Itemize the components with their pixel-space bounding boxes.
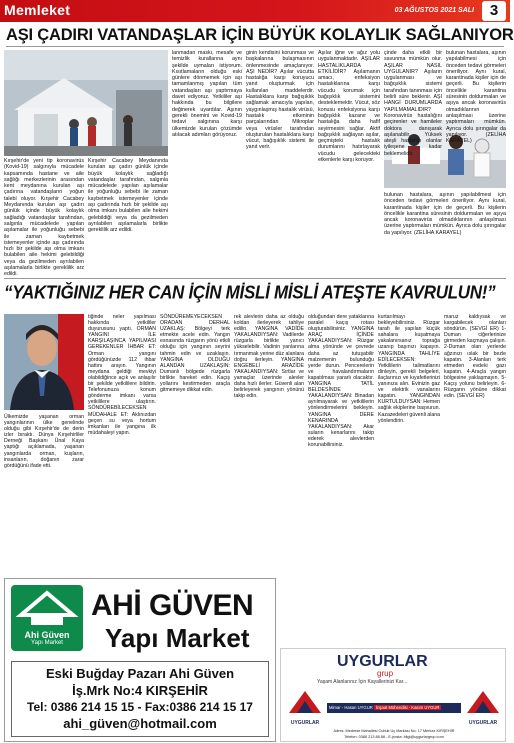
fire-col-4: olduğundan dere yataklarına paralel kaçış rotası oluşturabilirsiniz. YANGINA ARAÇ İÇİNDE YAKALANDIYSAN: Rüzgar alma yönünde ve çevrede daha az tutuşabilir malzemenin bulunduğu yerde durun. Pencerelerin ve havalandırmaların kapatılması yararlı olacaktır. YANGINA TATİL BELDESİNDE YAKALANDIYSAN: Binadan ayrılmayarak ve yetkililerin yönlendirmelerini bekleyin. YANGINA DERE KENARINDA YAKALANDIYSAN: Akar suların kenarlarını takip ederek alevlerden korunabilirsiniz. xyxy=(308,314,374,448)
ad2-phone-email: Telefon: 0386 213 88 88 - E-posta: bilgi@uygurlargrup.com xyxy=(344,735,444,739)
ad2-tagline: Yaşam Alanlarınız İçin Kayallerinizi Kar... xyxy=(317,679,408,685)
fire-col-3: rek alevlerin daha az olduğu koldan ilerleyerek tahliye edilin. YANGINA VADİDE YAKALANDIYSAN: Vadilerde rüzgarla birlikte yanıcı yükselebilir. Vadinin yanlarına tırmanmak yerine düz alanlara doğru ilerleyin. YANGINA ENGEBELİ ARAZİDE YAKALANDIYSAN: Sırtlar ve yamaçlar üzerinde alevler daha hızlı ilerler. Güvenli alan belirleyerek yangının yönünü takip edin. xyxy=(234,314,304,400)
divider xyxy=(6,46,504,47)
ad-logo-badge: Ahi Güven Yapı Market xyxy=(11,585,83,651)
ad2-address: Adres: Medrese Mahallesi Cubuk Uç Markası No: 17 Merkez KIRŞEHİR xyxy=(333,729,455,733)
fire-col-2: SÖNDÜREMEYECEKSEN ORADAN DERHAL UZAKLAŞ: Bölgeyi terk etmekte acele edin. Yangın esnasında rüzgarın yönü etkili olduğu için yangının seyrini tahmin edin ve uzaklaşın. YANGINA OLDUĞU ALANDAN UZAKLAŞIN: Dumanlı bölgede rüzgarla birlikte hareket edin. Kaçış yollarını kestirmeden araçla gitmemeye dikkat edin. xyxy=(160,314,230,394)
vaccine-caption: Kırşehir'de yeni tip koronavirüs (Kovid-19) salgınıyla mücadele kapsamında hastane ve aile sağlığı merkezlerinin arasından kent meydanına kurulan aşı çadırına vatandaşların yoğun talebi oluyor. Kırşehir Cacabey Meydanında kurulan aşı çadırı günlük içinde büyük kolaylık sağladığı vatandaşlar tarafından, salgınla mücadelede yapılan aşılamalar ile yoğunluğu sebebi ile zaman kaybetmek istemeyenler içinde aşı çadırında hızlı bir şekilde aşı olma imkanı bulabilen aile hekimi gelebildiği veya da gezilmeden ayrılabilen aşılamalarla birlikte gereklilik arz edildi. xyxy=(4,158,84,278)
section-brand: Memleket xyxy=(4,2,71,18)
ad-brand-sub: Yapı Market xyxy=(105,623,250,653)
ad-uygurlar-grup[interactable] xyxy=(280,648,506,742)
house-icon xyxy=(11,585,83,629)
ad-address-box: Eski Buğday Pazarı Ahi Güven İş.Mrk No:4 KIRŞEHİR Tel: 0386 214 15 15 - Fax:0386 214 15 17 ahi_güven@hotmail.com xyxy=(11,661,269,737)
vaccine-col-2: Kırşehir Cacabey Meydanında kurulan aşı çadırı günlük içinde büyük kolaylık sağladığı vatandaşlar tarafından, salgınla mücadelede yapılan aşılamalar ile yoğunluğu sebebi ile zaman kaybetmek istemeyenler içinde aşı çadırında hızlı bir şekilde aşı olma imkanı bulabilen aile hekimi gelebildiği veya da gezilmeden ayrılabilen aşılamalarla birlikte gereklilik arz edildi. xyxy=(88,158,168,234)
fire-col-1: tiğinde neler yapılması hakkında yetkililer duyurusunu yaptı. ORMAN YANGINI İLE KARŞILAŞINCA YAPILMASI GEREKENLER İHBAR ET: Orman yangını gördüğünüzde 112 ihbar hattını arayın. Yangının meydana geldiği mevkiyi olabildiğince açık ve anlaşılır bir şekilde yetkililere bildirin. Telefonunuza konum gönderme imkanı varsa yetkililere ulaştırın. SÖNDÜREBİLECEKSEN MÜDAHALE ET: Aklınızdan geçen su veya hortum imkanları ile yangına ilk müdahaleyi yapın. xyxy=(88,314,156,436)
ad2-contact-bar: Mimar - Hasan UYGUR İnşaat Mühendisi - Kasım UYGUR xyxy=(327,703,461,713)
building-icon xyxy=(463,687,503,715)
vaccine-col-6: çinde daha etkili bir savunma mümkün olur. AŞILAR NASIL UYGULANIR? Aşıların uygulanması ve bağışıklık sistemi tarafından tanınması için belirli süre beklenir. AŞI HANGİ DURUMLARDA YAPILMAMALIDIR? Koronavirüs hastalığını geçirenler ve hamileler doktora danışarak aşılanabilir. Yüksek ateşli hastalığı olanlar iyileşene kadar beklemelidir. xyxy=(384,50,443,157)
divider xyxy=(4,278,506,279)
ad-ahi-guven[interactable] xyxy=(4,578,276,742)
headline-vaccine-tent: AŞI ÇADIRI VATANDAŞLAR İÇİN BÜYÜK KOLAYLIK SAĞLANIYOR xyxy=(6,26,514,44)
ad2-grup: grup xyxy=(377,669,394,678)
vaccine-col-8: bulunan hastalara, aşının yapılabilmesi için önceden tedavi görmeleri öneriliyor. Aynı kural, karantinada kişiler için de geçerli. Bu kişilerin öncelikle karantina süresinin doldurmaları ve aşıya ancak koronavirüs olmadıklarının anlaşılması üzerine yaptırmaları mümkün. Ayrıca dolu şırıngalar da yapılıyor. (ZELİHA KARAYEL) xyxy=(384,192,506,236)
fire-col-5: kurtarılmayı bekleyebilirsiniz. Rüzgar tarafı ile yapılan küçük sahalara kuşatmaya yakalanırsanız toprağa uzanıp başınızı kapayın. YANGINDA TAHLİYE EDİLECEKSEN: Yetkililerin talimatlarını dinleyin, gerekli belgeleri, ilaçlarınızı ve kıyafetlerinizi yanınıza alın. Evinizin gaz ve elektrik vanalarını kapatın. YANGINDAN KURTULDUYSAN: Hemen sağlık ekiplerine başvurun. Kazazedeleri güvenli alana yönlendirin. xyxy=(378,314,441,424)
ad2-right-logo: UYGURLAR xyxy=(463,687,503,727)
page-number: 3 xyxy=(482,1,506,21)
building-icon xyxy=(285,687,325,715)
ad2-left-logo: UYGURLAR xyxy=(285,687,325,727)
headline-forest-fire: “YAKTIĞINIZ HER CAN İÇİN MİSLİ MİSLİ ATEŞTE KAVRULUN!” xyxy=(4,282,496,303)
ad-brand-name: AHİ GÜVEN xyxy=(91,589,254,622)
vaccine-col-3: lanmadan maskı, mesafe ve temizlik kurallarına aynı şekilde uymaları istiyorum. Kısıtlamaların olduğu eski günlere dönmemek için aşı tamamlanmış yapılan tüm vatandaşları aşı yaptırmaya davet ediyoruz. Yetkililer aşı hakkında bu bilgilere değinerek uyardılar. Aşının gerekli önemini ve Kovid-19 tedavi salgınına karşı ülkemizde kurulan çözümde atılacak adımları görüyoruz. xyxy=(172,50,242,138)
issue-date: 03 AĞUSTOS 2021 SALI xyxy=(394,7,474,14)
photo-vaccine-tent-exterior xyxy=(4,50,168,156)
ad2-brand: UYGURLAR xyxy=(337,653,428,670)
vaccine-col-7: bulunan hastalara, aşının yapılabilmesi için önceden tedavi görmeleri öneriliyor. Aynı kural, karantinada kişiler için de geçerli. Bu kişilerin öncelikle karantina süresinin doldurmaları ve aşıya ancak koronavirüs olmadıklarının anlaşılması üzerine yaptırmaları mümkün. Ayrıca dolu şırıngalar da yapılıyor. (ZELİHA KARAYEL) xyxy=(446,50,506,145)
vaccine-col-4: ginin kendisini korunması ve başkalarına bulaşmasının önlenmesinde amaçlanıyor. AŞI NEDİR? Aşılar vücutta hastalığa karşı koruyucu yanıt oluşturmak için kullanılan maddelerdir. Hastalıklara karşı bağışıklık sağlamak amacıyla yapılan, yaygınlaşmış hastalık virüsü, hastalık etkeninin parçalarından Mikroplar veya virüsler tarafından oluşturulan hastalıklara karşı vücut, bağışıklık sistemi ile yanıt verir. xyxy=(246,50,314,151)
page-header xyxy=(0,0,510,22)
vaccine-col-5: Aşılar iğne ve ağız yolu uygulanmaktadır. AŞILAR HASTALIKLARDA ETKİLİDİR? Aşılamanın amacı, enfeksiyon hastalıklarına karşı vücudu korumak için bağışıklık sistemini desteklemektir. Vücut, söz konusu enfeksiyona karşı bağışıklık kazanır ve hastalığa daha hafif seyirmesini sağlar. Aktif bağışıklık sağlayan aşılar, geçmişteki hastalık durumlarını hatırlayarak vücudu gelecekteki etkenlerle karşı koruyor. xyxy=(318,50,380,164)
photo-unal-kaya xyxy=(4,314,84,410)
fire-caption: Ülkemizde yaşanan orman yangınlarının ülke genelinde olduğu gibi Kırşehir'de de derin izler bıraktı. Dünya Kırşehirliler Derneği Başkanı Ünal Kaya yaptığı açıklamada, yaşanan yangınlarda orman, kuşların, insanların, doğanın zarar gördüğünü ifade etti. xyxy=(4,414,84,469)
fire-col-6: maruz kaldıysak ve kargabilecek olanları söndürün. (SEVGİ ER) 1-Duman ciğerlerinize girmeden kaçmaya çalışın. 2-Duman olan yerlerde ağzınızı ıslak bir bezle kapatın. 3-Alanları terk etmeden evdeki gazı kapatın. 4-Araçla yangın bölgesine yaklaşmayın. 5-Kaçış yolunu belirleyin. 6-Rüzgarın yönüne dikkat edin. (SEVGİ ER) xyxy=(444,314,506,400)
